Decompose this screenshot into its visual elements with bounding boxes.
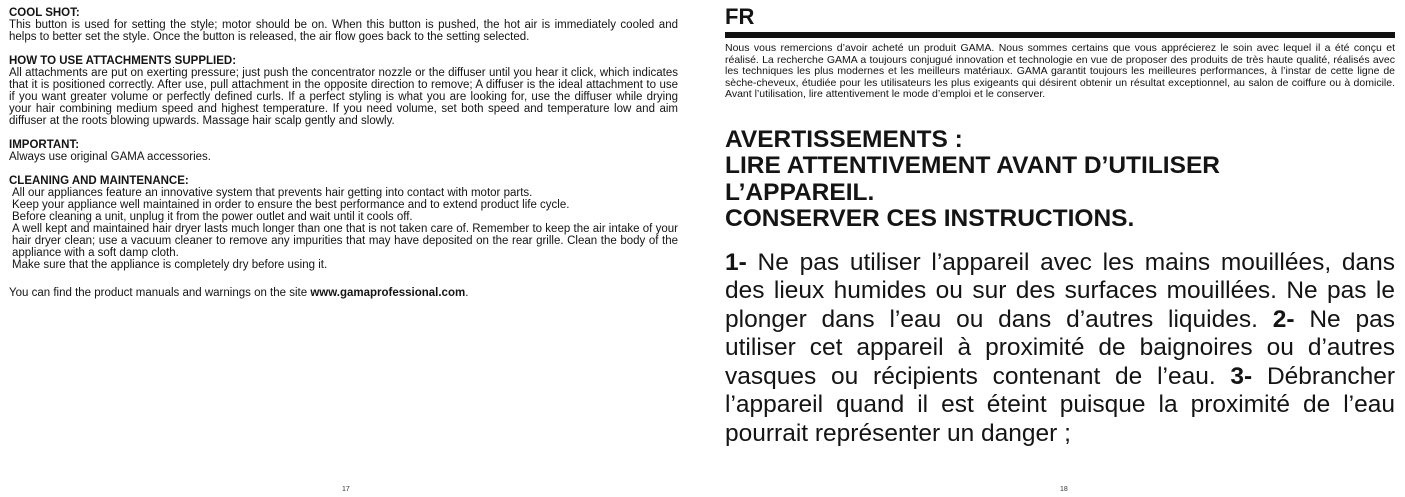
section-important — [9, 139, 678, 163]
right-page — [700, 0, 1405, 497]
warning-line: CONSERVER CES INSTRUCTIONS. — [725, 205, 1135, 232]
product-manuals-note — [9, 287, 678, 299]
section-cleaning — [9, 175, 678, 271]
section-cool-shot — [9, 7, 678, 43]
section-text: Make sure that the appliance is completely dry before using it. — [12, 259, 328, 271]
section-title: HOW TO USE ATTACHMENTS SUPPLIED: — [9, 55, 237, 67]
language-heading: FR — [725, 4, 755, 29]
website-link[interactable]: www.gamaprofessional.com — [310, 287, 466, 299]
warning-line: L’APPAREIL. — [725, 178, 875, 206]
left-page — [0, 0, 690, 497]
item-number: 3- — [1230, 362, 1253, 390]
section-text: Before cleaning a unit, unplug it from the power outlet and wait until it cools off. — [12, 211, 413, 223]
footer-text: You can find the product manuals and warnings on the site — [9, 287, 308, 299]
heading-rule — [725, 32, 1395, 38]
section-title: COOL SHOT: — [9, 7, 80, 19]
item-number: 2- — [1272, 305, 1295, 333]
section-text: Always use original GAMA accessories. — [9, 151, 211, 163]
footer-period: . — [465, 287, 469, 299]
page-number: 17 — [342, 486, 350, 493]
warning-line: LIRE ATTENTIVEMENT AVANT D’UTILISER — [725, 152, 1220, 179]
item-text: Ne pas utiliser l’appareil avec les mains mouillées, dans des lieux humides ou sur des surfaces mouillées. Ne pas le plonger dans l’eau ou dans d’autres liquides. — [725, 248, 1395, 333]
section-attachments — [9, 55, 678, 127]
warnings-list — [725, 249, 1395, 449]
section-text: A well kept and maintained hair dryer lasts much longer than one that is not taken care of. Remember to keep the air intake of your hair dryer clean; use a vacuum cleaner to remove any impurities that may have deposited on the rear grille. Clean the body of the appliance with a soft damp cloth. — [12, 223, 678, 259]
intro-paragraph: Nous vous remercions d’avoir acheté un produit GAMA. Nous sommes certains que vous apprécierez le soin avec lequel il a été conçu et réalisé. La recherche GAMA a toujours conjugué innovation et technologie en vue de proposer des produits de très haute qualité, réalisés avec les techniques les plus modernes et les meilleurs matériaux. GAMA garantit toujours les meilleures performances, à l’instar de cette ligne de sèche-cheveux, étudiée pour les utilisateurs les plus exigeants qui désirent obtenir un résultat exceptionnel, au salon de coiffure ou à domicile. Avant l’utilisation, lire attentivement le mode d’emploi et le conserver. — [725, 42, 1395, 100]
section-text: All attachments are put on exerting pressure; just push the concentrator nozzle or the diffuser until you hear it click, which indicates that it is positioned correctly. After use, pull attachment in the opposite direction to remove; A diffuser is the ideal attachment to use if you want greater volume or perfectly defined curls. If a perfect styling is what you are looking for, use the diffuser while drying your hair combining medium speed and highest temperature. If you need volume, set both speed and temperature low and aim diffuser at the roots blowing upwards. Massage hair scalp gently and slowly. — [9, 67, 678, 127]
item-text: Ne pas utiliser cet appareil à proximité de baignoires ou d’autres vasques ou récipients contenant de l’eau. — [725, 305, 1395, 390]
page-number: 18 — [1060, 486, 1068, 493]
warnings-heading — [725, 127, 1405, 233]
item-text: Débrancher l’appareil quand il est éteint puisque la proximité de l’eau pourrait représenter un danger ; — [725, 362, 1396, 448]
section-title: IMPORTANT: — [9, 139, 80, 151]
section-text: This button is used for setting the style; motor should be on. When this button is pushed, the hot air is immediately cooled and helps to better set the style. Once the button is released, the air flow goes back to the setting selected. — [9, 19, 678, 43]
section-text: Keep your appliance well maintained in order to ensure the best performance and to extend product life cycle. — [12, 199, 570, 211]
section-text: All our appliances feature an innovative system that prevents hair getting into contact with motor parts. — [12, 187, 533, 199]
warning-line: AVERTISSEMENTS : — [725, 125, 963, 153]
item-number: 1- — [725, 248, 747, 276]
section-title: CLEANING AND MAINTENANCE: — [9, 175, 189, 187]
